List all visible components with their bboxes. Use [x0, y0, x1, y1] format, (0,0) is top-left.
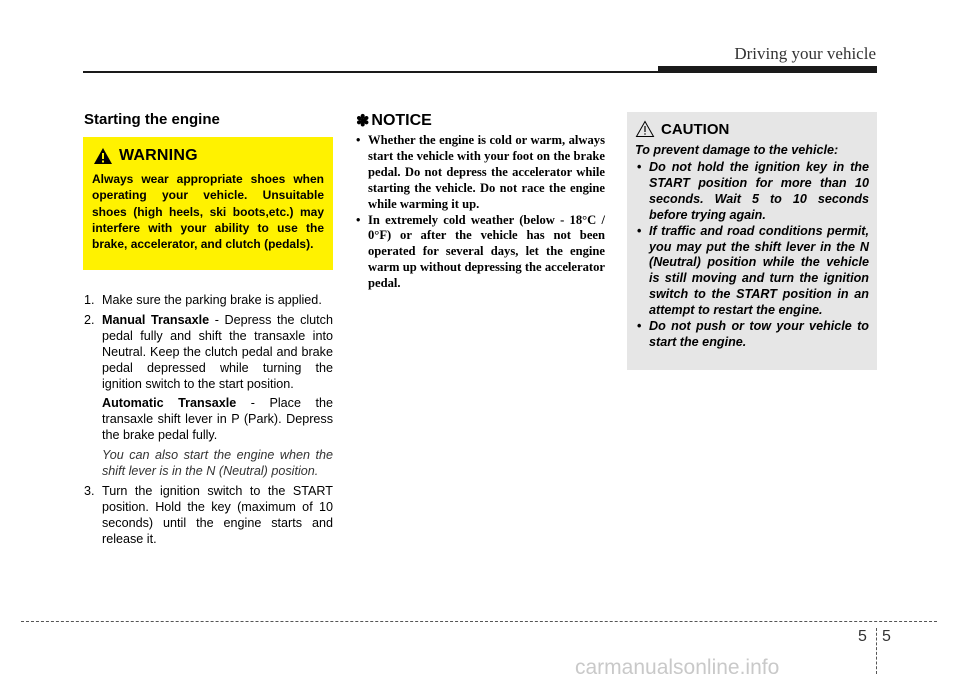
notice-item-text: Whether the engine is cold or warm, always start the vehicle with your foot on the brake pedal. Do not depress the accelerator while starting the vehicle. Do not race the engine while warming it up. [368, 133, 605, 211]
notice-header [356, 111, 605, 131]
notice-item-text: In extremely cold weather (below - 18°C / 0°F) or after the vehicle has not been operated for several days, let the engine warm up without depressing the accelerator pedal. [368, 212, 605, 291]
page-number: 5 [882, 628, 891, 645]
warning-triangle-icon [93, 147, 113, 165]
caution-box [627, 112, 877, 370]
caution-header [635, 120, 869, 138]
step-number: 1. [84, 293, 95, 307]
caution-triangle-icon [635, 120, 655, 138]
caution-item: • If traffic and road conditions permit, you may put the shift lever in the N (Neutral) position while the vehicle is still moving and turn the ignition switch to the START position in an attempt to restart the engine. [637, 223, 869, 318]
step-1 [84, 293, 333, 309]
chapter-number: 5 [858, 628, 867, 645]
caution-item: • Do not push or tow your vehicle to start the engine. [637, 319, 869, 349]
step-subtext: - Place the transaxle shift lever in P (Park). Depress the brake pedal fully. [102, 396, 334, 443]
warning-text: Always wear appropriate shoes when operating your vehicle. Unsuitable shoes (high heels, ski boots,etc.) may interfere with your ability to use the brake, accelerator, and clutch (pedals). [92, 172, 324, 252]
header-rule-accent [658, 66, 877, 73]
step-label-automatic: Automatic Transaxle [102, 396, 237, 411]
watermark: carmanualsonline.info [575, 656, 780, 679]
page-heading: Starting the engine [84, 111, 220, 128]
step-text: Turn the ignition switch to the START position. Hold the key (maximum of 10 seconds) until the engine starts and release it. [102, 483, 333, 546]
notice-star-icon: ✽ [356, 113, 370, 130]
step-label-manual: Manual Transaxle [102, 312, 210, 327]
caution-item: • Do not hold the ignition key in the START position for more than 10 seconds. Wait 5 to 10 seconds before trying again. [637, 160, 869, 222]
notice-item: • In extremely cold weather (below - 18°C / 0°F) or after the vehicle has not been operated for several days, let the engine warm up without depressing the accelerator pedal. [356, 212, 605, 291]
footer-rule [21, 621, 937, 622]
step-text: Make sure the parking brake is applied. [102, 293, 322, 307]
steps-list [84, 293, 333, 548]
warning-box [83, 137, 333, 270]
caution-item-text: If traffic and road conditions permit, you may put the shift lever in the N (Neutral) position while the vehicle is still moving and turn the ignition switch to the START position in an attempt to restart the engine. [649, 223, 869, 318]
caution-list [635, 160, 869, 351]
page-number-divider [876, 628, 877, 674]
step-number: 2. [84, 312, 95, 327]
caution-intro: To prevent damage to the vehicle: [635, 143, 839, 157]
caution-item-text: Do not push or tow your vehicle to start the engine. [649, 319, 869, 349]
caution-item-text: Do not hold the ignition key in the START position for more than 10 seconds. Wait 5 to 10 seconds before trying again. [649, 160, 869, 222]
caution-title: CAUTION [661, 120, 730, 138]
notice-section [356, 111, 605, 292]
notice-item: • Whether the engine is cold or warm, always start the vehicle with your foot on the brake pedal. Do not depress the accelerator while starting the vehicle. Do not race the engine while warming it up. [356, 133, 605, 211]
header-rule [83, 71, 663, 73]
warning-title: WARNING [119, 147, 198, 164]
step-3 [84, 484, 333, 548]
section-title: Driving your vehicle [734, 44, 876, 63]
step-note: You can also start the engine when the shift lever is in the N (Neutral) position. [102, 448, 333, 479]
step-number: 3. [84, 483, 95, 498]
notice-list [356, 133, 605, 292]
warning-header [93, 147, 324, 165]
step-2 [84, 313, 333, 480]
step-text: - Depress the clutch pedal fully and shift the transaxle into Neutral. Keep the clutch pedal and brake pedal depressed while turning the ignition switch to the start position. [102, 312, 333, 391]
notice-title: NOTICE [371, 112, 432, 129]
